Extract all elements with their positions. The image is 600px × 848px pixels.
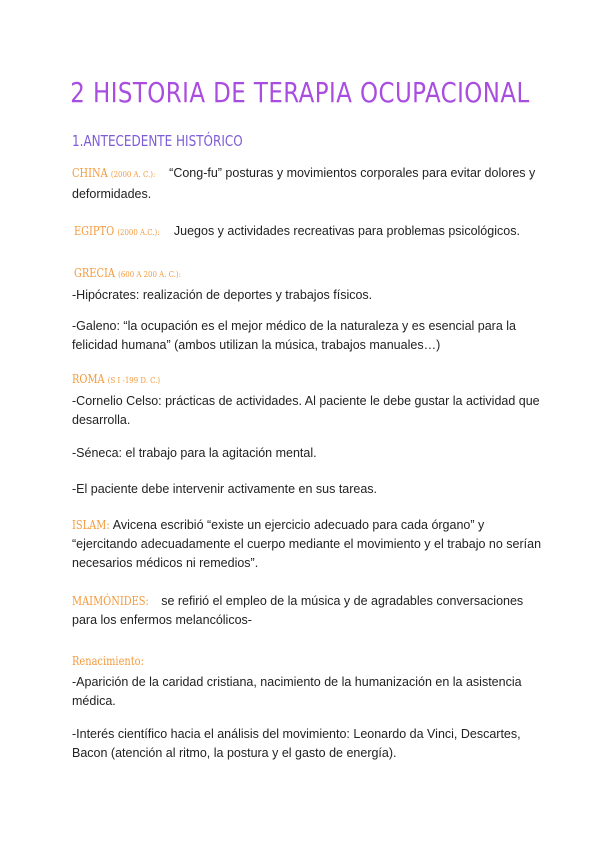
- roma-p3: -El paciente debe intervenir activamente en sus tareas.: [72, 482, 378, 496]
- roma-label: ROMA (S I -199 D. C.): [72, 372, 161, 386]
- islam-text: Avicena escribió “existe un ejercicio adecuado para cada órgano” y “ejercitando adecuadamente el cuerpo mediante el movimiento y el trabajo no serían necesarios médicos ni remedios”.: [72, 518, 542, 570]
- roma-heading: [72, 370, 542, 391]
- egipto-text: Juegos y actividades recreativas para problemas psicológicos.: [173, 224, 520, 238]
- islam-paragraph: [72, 516, 542, 573]
- china-paragraph: [72, 164, 542, 204]
- maimonides-label: MAIMÓNIDES:: [72, 594, 149, 608]
- roma-p2: -Séneca: el trabajo para la agitación mental.: [72, 446, 317, 460]
- grecia-heading: [74, 264, 544, 285]
- china-text: “Cong-fu” posturas y movimientos corporales para evitar dolores y deformidades.: [72, 166, 536, 201]
- grecia-p1: -Hipócrates: realización de deportes y trabajos físicos.: [72, 288, 373, 302]
- maimonides-paragraph: [72, 592, 542, 630]
- grecia-label: GRECIA (600 A 200 A. C.):: [74, 266, 181, 280]
- renacimiento-p1: -Aparición de la caridad cristiana, nacimiento de la humanización en la asistencia médica.: [72, 675, 522, 708]
- maimonides-text: se refirió el empleo de la música y de agradables conversaciones para los enfermos melancólicos-: [72, 594, 524, 627]
- page-title: 2 HISTORIA DE TERAPIA OCUPACIONAL: [70, 76, 530, 109]
- renacimiento-p2: -Interés científico hacia el análisis del movimiento: Leonardo da Vinci, Descartes, Bacon (atención al ritmo, la postura y el gasto de energía).: [72, 727, 521, 760]
- grecia-p2: -Galeno: “la ocupación es el mejor médico de la naturaleza y es esencial para la felicidad humana” (ambos utilizan la música, trabajos manuales…): [72, 319, 516, 352]
- roma-p1: -Cornelio Celso: prácticas de actividades. Al paciente le debe gustar la actividad que desarrolla.: [72, 394, 540, 427]
- china-label: CHINA (2000 A. C.):: [72, 166, 156, 180]
- section-heading: 1.ANTECEDENTE HISTÓRICO: [72, 132, 243, 150]
- islam-label: ISLAM:: [72, 518, 110, 532]
- renacimiento-label: Renacimiento:: [72, 654, 144, 668]
- egipto-label: EGIPTO (2000 A.C.):: [74, 224, 160, 238]
- egipto-paragraph: [74, 222, 544, 243]
- renacimiento-heading: [72, 652, 542, 671]
